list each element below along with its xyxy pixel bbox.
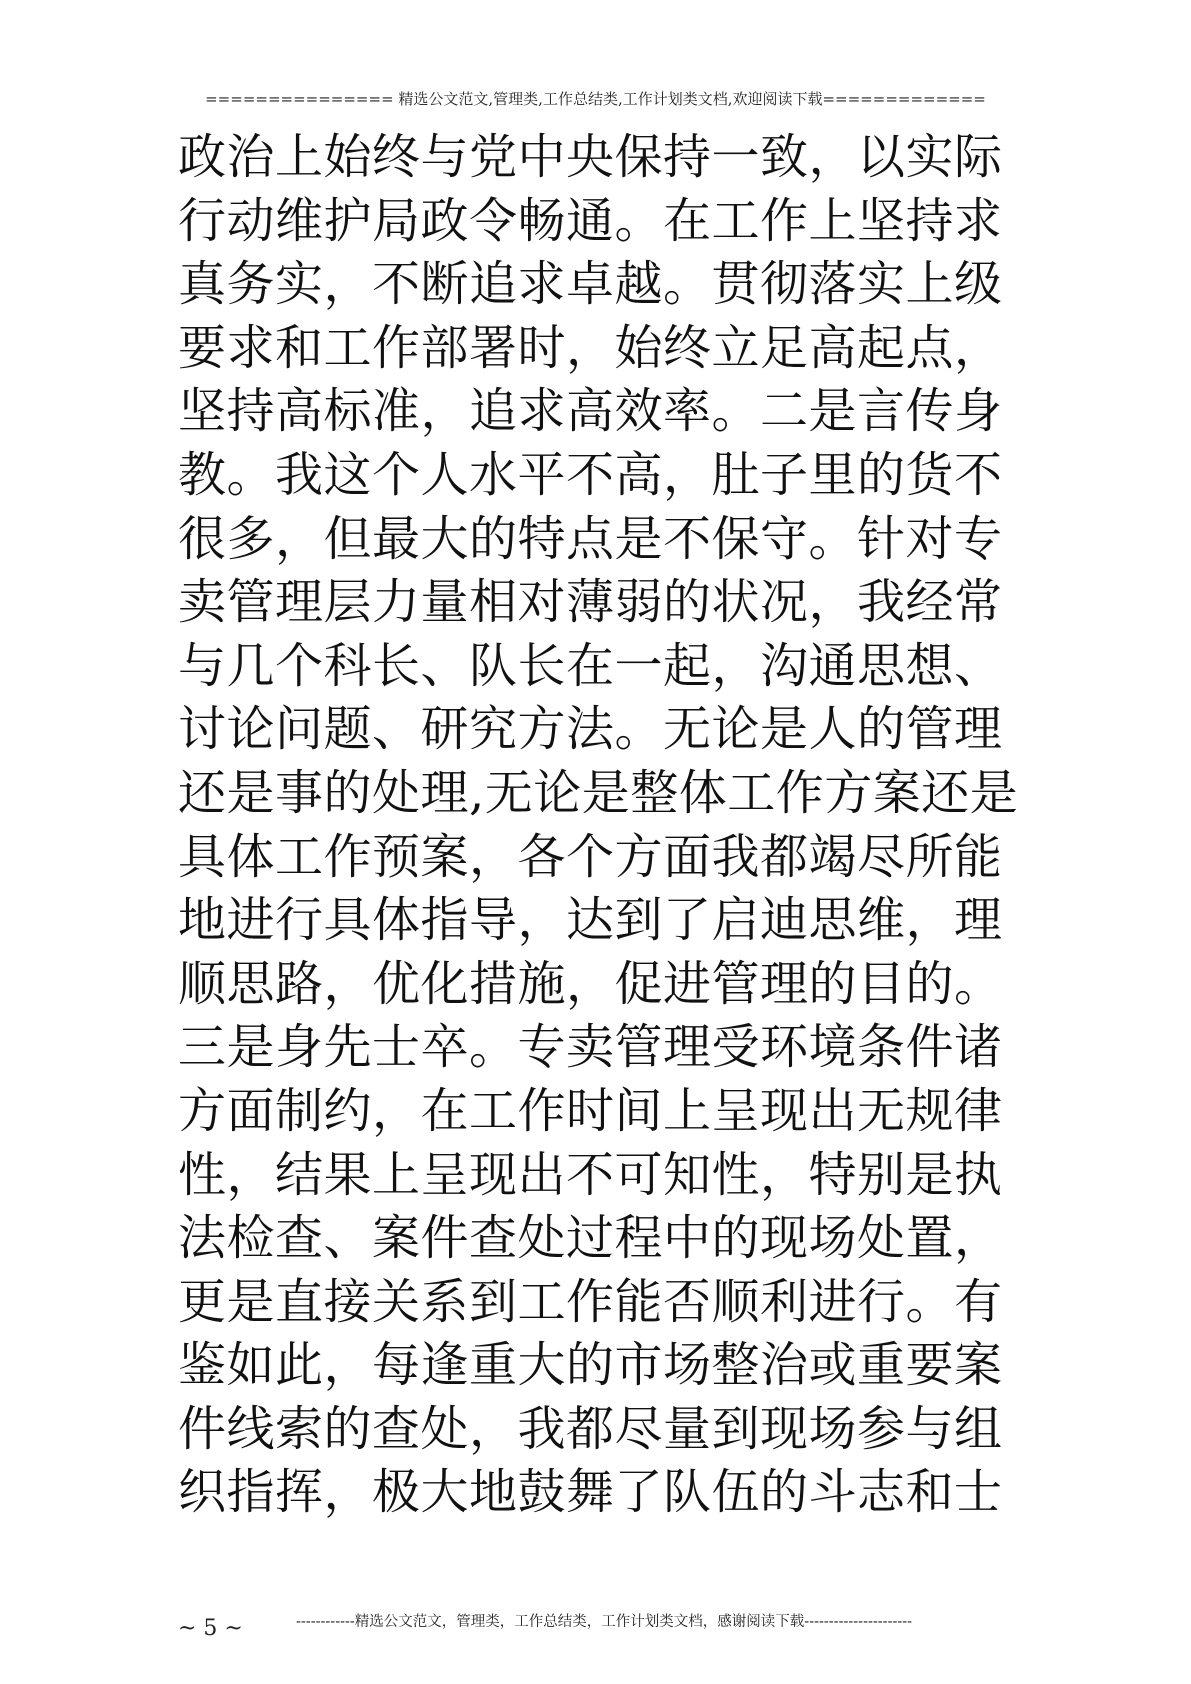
- text-line: 织指挥，极大地鼓舞了队伍的斗志和士: [178, 1464, 1003, 1521]
- text-line: 鉴如此，每逢重大的市场整治或重要案: [178, 1337, 1003, 1394]
- text-line: 更是直接关系到工作能否顺利进行。有: [178, 1273, 1003, 1330]
- page-footer: [178, 1610, 1048, 1650]
- text-line: 方面制约，在工作时间上呈现出无规律: [178, 1082, 1003, 1139]
- text-line: 具体工作预案，各个方面我都竭尽所能: [178, 828, 1003, 885]
- text-line: 三是身先士卒。专卖管理受环境条件诸: [178, 1019, 1003, 1076]
- text-line: 法检查、案件查处过程中的现场处置，: [178, 1210, 1003, 1267]
- text-line: 顺思路，优化措施，促进管理的目的。: [178, 955, 1003, 1012]
- text-line: 件线索的查处，我都尽量到现场参与组: [178, 1400, 1003, 1457]
- page-header: =============== 精选公文范文,管理类,工作总结类,工作计划类文档,欢迎阅读下载=============: [205, 90, 986, 108]
- text-line: 讨论问题、研究方法。无论是人的管理: [178, 701, 1003, 758]
- text-line: 与几个科长、队长在一起，沟通思想、: [178, 637, 1003, 694]
- footer-text: ------------精选公文范文，管理类，工作总结类，工作计划类文档，感谢阅读下载----------------------: [296, 1614, 913, 1630]
- text-line: 卖管理层力量相对薄弱的状况，我经常: [178, 574, 1003, 631]
- text-line: 地进行具体指导，达到了启迪思维，理: [178, 892, 1003, 949]
- text-line: 行动维护局政令畅通。在工作上坚持求: [178, 192, 1003, 249]
- text-line: 真务实，不断追求卓越。贯彻落实上级: [178, 256, 1003, 313]
- text-line: 性，结果上呈现出不可知性，特别是执: [178, 1146, 1003, 1203]
- text-line: 很多，但最大的特点是不保守。针对专: [178, 510, 1003, 567]
- text-line: 还是事的处理,无论是整体工作方案还是: [178, 764, 1019, 821]
- text-line: 坚持高标准，追求高效率。二是言传身: [178, 383, 1003, 440]
- text-line: 要求和工作部署时，始终立足高起点，: [178, 319, 1003, 376]
- page-number: ~ 5 ~: [178, 1616, 243, 1641]
- text-line: 教。我这个人水平不高，肚子里的货不: [178, 446, 1003, 503]
- text-line: 政治上始终与党中央保持一致，以实际: [178, 129, 1003, 185]
- body-text: [178, 126, 1018, 1525]
